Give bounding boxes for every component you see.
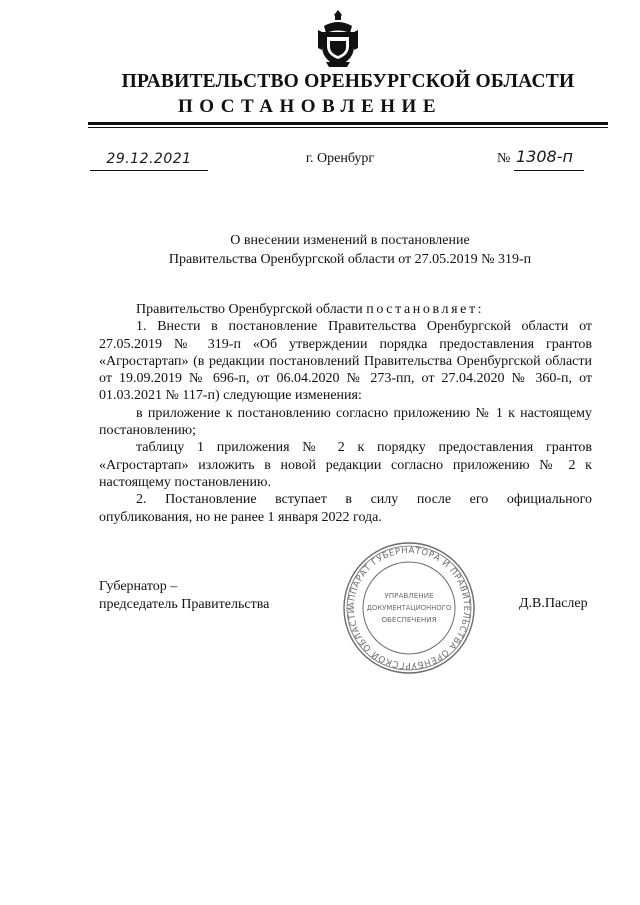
stamp-line-3: ОБЕСПЕЧЕНИЯ xyxy=(381,615,437,624)
document-date: 29.12.2021 xyxy=(106,151,192,167)
paragraph-3: таблицу 1 приложения № 2 к порядку предоставления грантов «Агростартап» изложить в новой редакции согласно приложению № 2 к настоящему постановлению. xyxy=(99,440,592,490)
organization-title: ПРАВИТЕЛЬСТВО ОРЕНБУРГСКОЙ ОБЛАСТИ xyxy=(121,71,575,92)
document-body xyxy=(99,301,592,526)
document-subject xyxy=(0,231,640,269)
intro-resolves: постановляет: xyxy=(366,302,485,317)
subject-line-1: О внесении изменений в постановление xyxy=(230,233,470,248)
stamp-outer-text: АППАРАТ ГУБЕРНАТОРА И ПРАВИТЕЛЬСТВА ОРЕНБУРГСКОЙ ОБЛАСТИ xyxy=(346,545,472,671)
header-rule-thick xyxy=(88,122,608,125)
document-number-label: № xyxy=(497,151,511,166)
paragraph-4-line-2: опубликования, но не ранее 1 января 2022 года. xyxy=(99,509,382,525)
signatory-title-line-1: Губернатор – xyxy=(99,579,178,594)
paragraph-1: 1. Внести в постановление Правительства Оренбургской области от 27.05.2019 № 319-п «Об утверждении порядка предоставления грантов «Агростартап» (в редакции постановлений Правительства Оренбургской области от 19.09.2019 № 696-п, от 06.04.2020 № 273-пп, от 27.04.2020 № 360-п, от 01.03.2021 № 117-п) следующие изменения: xyxy=(99,319,592,404)
signatory-name: Д.В.Паслер xyxy=(519,596,588,611)
stamp-line-1: УПРАВЛЕНИЕ xyxy=(384,591,434,600)
signatory-title-line-2: председатель Правительства xyxy=(99,596,270,612)
signatory-title xyxy=(99,578,269,613)
office-stamp xyxy=(341,540,477,676)
coat-of-arms-icon xyxy=(318,10,358,68)
document-type-heading: ПОСТАНОВЛЕНИЕ xyxy=(177,96,443,117)
date-underline xyxy=(90,170,208,171)
document-number: 1308-п xyxy=(516,147,573,166)
number-underline xyxy=(514,170,584,171)
stamp-line-2: ДОКУМЕНТАЦИОННОГО xyxy=(366,604,452,612)
intro-prefix: Правительство Оренбургской области xyxy=(136,302,367,317)
subject-line-2: Правительства Оренбургской области от 27.05.2019 № 319-п xyxy=(168,252,532,267)
document-city: г. Оренбург xyxy=(305,151,375,166)
intro-paragraph xyxy=(99,301,592,318)
paragraph-4-line-1: 2. Постановление вступает в силу после его официального xyxy=(136,492,592,508)
paragraph-2: в приложение к постановлению согласно приложению № 1 к настоящему постановлению; xyxy=(99,405,592,439)
header-rule-thin xyxy=(88,127,608,128)
